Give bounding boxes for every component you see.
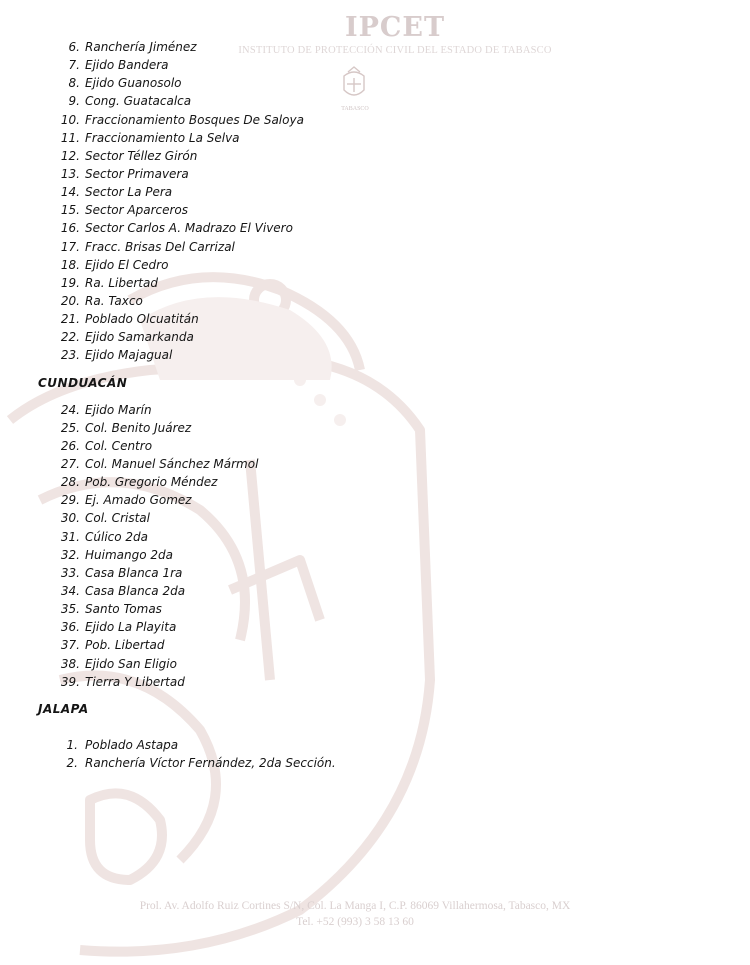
list-item: 13. Sector Primavera (60, 166, 189, 181)
list-item: 21. Poblado Olcuatitán (60, 312, 199, 327)
list-item: 36. Ejido La Playita (60, 620, 177, 635)
list-item: 28. Pob. Gregorio Méndez (60, 475, 218, 490)
list-item: 1. Poblado Astapa (66, 737, 179, 752)
list-item: 31. Cúlico 2da (60, 529, 149, 544)
list-item: 20. Ra. Taxco (60, 293, 143, 308)
list-item: 35. Santo Tomas (60, 602, 162, 617)
list-item: 27. Col. Manuel Sánchez Mármol (60, 456, 259, 471)
list-item: 14. Sector La Pera (60, 185, 173, 200)
list-item: 34. Casa Blanca 2da (60, 583, 186, 598)
org-acronym: IPCET (344, 12, 446, 43)
list-item: 19. Ra. Libertad (60, 275, 158, 290)
list-item: 29. Ej. Amado Gomez (60, 493, 192, 508)
list-item: 38. Ejido San Eligio (60, 656, 177, 671)
list-item: 30. Col. Cristal (60, 511, 150, 526)
list-item: 18. Ejido El Cedro (60, 257, 169, 272)
list-item: 24. Ejido Marín (60, 402, 152, 417)
list-item: 15. Sector Aparceros (60, 203, 189, 218)
seal-label: TABASCO (341, 106, 369, 112)
list-item: 23. Ejido Majagual (60, 348, 173, 363)
list-item: 37. Pob. Libertad (60, 638, 165, 653)
list-item: 10. Fraccionamiento Bosques De Saloya (60, 112, 304, 127)
list-item: 9. Cong. Guatacalca (68, 94, 192, 109)
list-section-2 (0, 401, 460, 691)
org-name: INSTITUTO DE PROTECCIÓN CIVIL DEL ESTADO DE TABASCO (238, 45, 552, 56)
list-section-1 (0, 38, 460, 365)
list-item: 7. Ejido Bandera (68, 58, 169, 73)
list-item: 26. Col. Centro (60, 438, 153, 453)
list-item: 16. Sector Carlos A. Madrazo El Vivero (60, 221, 293, 236)
list-item: 25. Col. Benito Juárez (60, 420, 192, 435)
list-item: 32. Huimango 2da (60, 547, 173, 562)
list-item: 22. Ejido Samarkanda (60, 330, 194, 345)
list-item: 6. Ranchería Jiménez (68, 40, 197, 54)
footer-address: Prol. Av. Adolfo Ruiz Cortines S/N, Col. La Manga I, C.P. 86069 Villahermosa, Tabasco, MX (139, 900, 571, 912)
section-heading-cunduacan: CUNDUACÁN (38, 375, 128, 390)
list-item: 39. Tierra Y Libertad (60, 674, 185, 689)
list-item: 17. Fracc. Brisas Del Carrizal (60, 239, 235, 254)
list-item: 11. Fraccionamiento La Selva (60, 130, 240, 145)
section-heading-jalapa: JALAPA (38, 701, 89, 716)
footer-phone: Tel. +52 (993) 3 58 13 60 (296, 916, 414, 928)
list-item: 33. Casa Blanca 1ra (60, 565, 183, 580)
list-item: 12. Sector Téllez Girón (60, 148, 198, 163)
list-item: 2. Ranchería Víctor Fernández, 2da Sección. (66, 755, 336, 770)
list-section-3 (0, 736, 460, 772)
list-item: 8. Ejido Guanosolo (68, 76, 182, 91)
locality-list (0, 38, 460, 772)
